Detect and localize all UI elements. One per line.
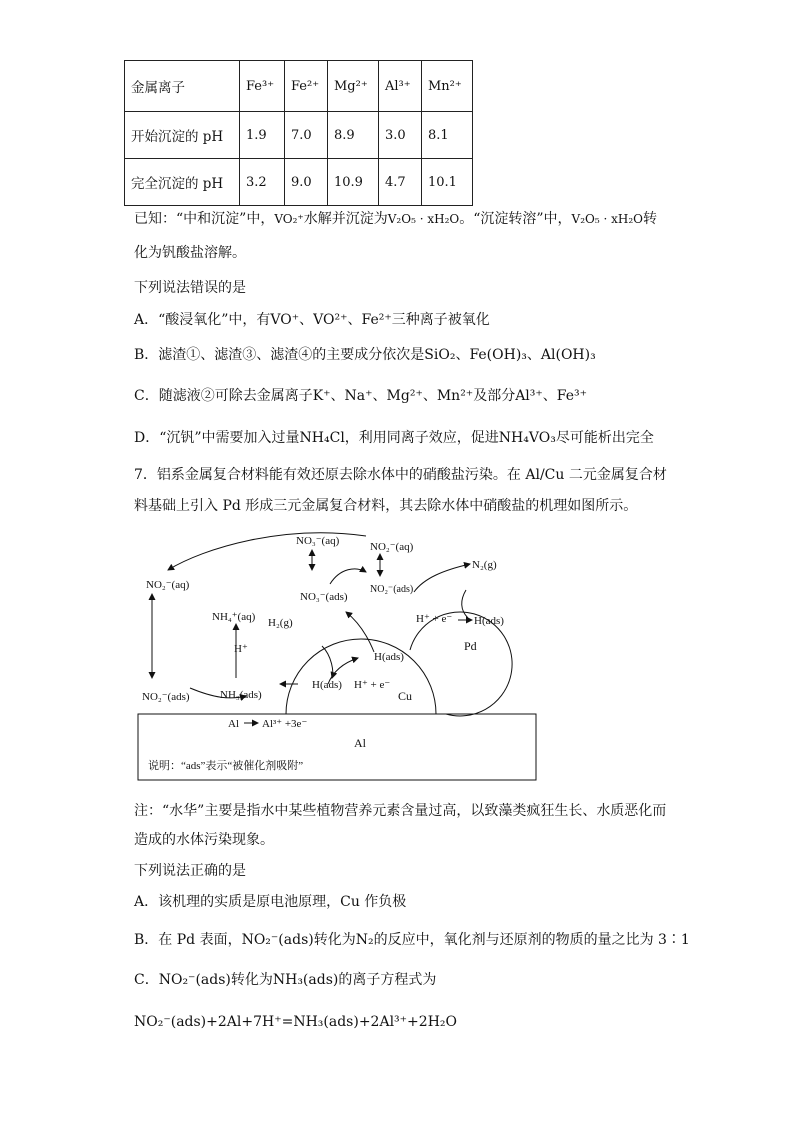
arrow-pd-hads-link [462,590,468,618]
q6-prompt: 下列说法错误的是 [134,280,246,296]
table-row [125,159,473,206]
known-line-2: 化为钒酸盐溶解。 [134,245,246,261]
known-line-1 [134,210,657,228]
label-pd: Pd [464,639,477,653]
label-h-ads-mid: H(ads) [374,651,404,663]
formula-vo2: VO₂⁺ [274,212,304,226]
table-cell: 1.9 [240,112,285,159]
arrow-no3ads-to-no2ads [330,569,366,584]
label-no2-aq-top: NO₂⁻(aq) [370,541,414,553]
ion-mg2: Mg²⁺ [328,61,379,112]
diagram-legend: 说明：“ads”表示“被催化剂吸附” [148,760,304,772]
q7-note-line-2: 造成的水体污染现象。 [134,832,274,848]
label-h2-g: H₂(g) [268,617,293,629]
known-text: 水解并沉淀为 [303,211,388,227]
pd-particle [410,612,512,716]
q7-option-a: A．该机理的实质是原电池原理，Cu 作负极 [134,894,407,910]
q7-stem-line-2: 料基础上引入 Pd 形成三元金属复合材料，其去除水体中硝酸盐的机理如图所示。 [134,498,638,514]
formula-v2o5: V₂O₅ · xH₂O [387,212,460,226]
q7-option-c: C．NO₂⁻(ads)转化为NH₃(ads)的离子方程式为 [134,972,437,988]
q7-option-b: B．在 Pd 表面，NO₂⁻(ads)转化为N₂的反应中，氧化剂与还原剂的物质的量之比为 3∶1 [134,932,690,948]
label-no2-ads-mid: NO₂⁻(ads) [370,584,414,595]
q7-prompt: 下列说法正确的是 [134,863,246,879]
arrow-h2-link [322,646,333,678]
ion-fe2: Fe²⁺ [285,61,328,112]
q7-note-line-1: 注：“水华”主要是指水中某些植物营养元素含量过高，以致藻类疯狂生长、水质恶化而 [134,803,667,819]
label-n2-g: N₂(g) [472,559,497,571]
table-cell: 8.1 [422,112,473,159]
q6-option-d: D．“沉钒”中需要加入过量NH₄Cl，利用同离子效应，促进NH₄VO₃尽可能析出完全 [134,430,654,446]
label-al: Al [354,736,366,750]
label-cu: Cu [398,689,413,703]
label-al-eq-left: Al [228,718,239,730]
label-no3-ads: NO₃⁻(ads) [300,591,348,603]
row-label-complete: 完全沉淀的 pH [125,159,240,206]
q7-stem-line-1: 7．铝系金属复合材料能有效还原去除水体中的硝酸盐污染。在 Al/Cu 二元金属复合材 [134,467,667,483]
ion-mn2: Mn²⁺ [422,61,473,112]
table-cell: 4.7 [379,159,422,206]
table-cell: 3.0 [379,112,422,159]
table-row [125,112,473,159]
label-h-ads-pd: H(ads) [474,615,504,627]
label-nh4-aq: NH₄⁺(aq) [212,611,256,623]
metal-ion-ph-table [124,60,473,206]
known-text: 已知：“中和沉淀”中， [134,211,275,227]
arrow-hads-to-no3 [346,612,374,652]
label-h-e-cu: H⁺ + e⁻ [354,679,391,691]
cu-particle [286,639,436,714]
label-no2-aq-left: NO₂⁻(aq) [146,579,190,591]
label-nh3-ads: NH₃(ads) [220,689,262,701]
known-text: 转 [643,211,657,227]
nitrate-removal-mechanism-diagram [134,528,544,788]
table-header-label: 金属离子 [125,61,240,112]
table-cell: 7.0 [285,112,328,159]
q6-option-c: C．随滤液②可除去金属离子K⁺、Na⁺、Mg²⁺、Mn²⁺及部分Al³⁺、Fe³⁺ [134,388,588,404]
label-h-ads-cu: H(ads) [312,679,342,691]
table-header-row [125,61,473,112]
label-no3-aq: NO₃⁻(aq) [296,535,340,547]
known-text: 。“沉淀转溶”中， [459,211,572,227]
table-cell: 9.0 [285,159,328,206]
q6-option-b: B．滤渣①、滤渣③、滤渣④的主要成分依次是SiO₂、Fe(OH)₃、Al(OH)₃ [134,347,596,363]
label-h-plus: H⁺ [234,643,248,655]
table-cell: 10.1 [422,159,473,206]
arrow-to-n2 [414,564,470,592]
table-cell: 10.9 [328,159,379,206]
label-al-eq-right: Al³⁺ +3e⁻ [262,718,308,730]
label-no2-ads-left: NO₂⁻(ads) [142,691,190,703]
row-label-start: 开始沉淀的 pH [125,112,240,159]
ion-al3: Al³⁺ [379,61,422,112]
table-cell: 8.9 [328,112,379,159]
q7-equation: NO₂⁻(ads)+2Al+7H⁺=NH₃(ads)+2Al³⁺+2H₂O [134,1014,457,1030]
formula-v2o5: V₂O₅ · xH₂O [571,212,643,226]
label-h-e-pd: H⁺ + e⁻ [416,613,453,625]
table-cell: 3.2 [240,159,285,206]
ion-fe3: Fe³⁺ [240,61,285,112]
q6-option-a: A．“酸浸氧化”中，有VO⁺、VO²⁺、Fe²⁺三种离子被氧化 [134,312,490,328]
